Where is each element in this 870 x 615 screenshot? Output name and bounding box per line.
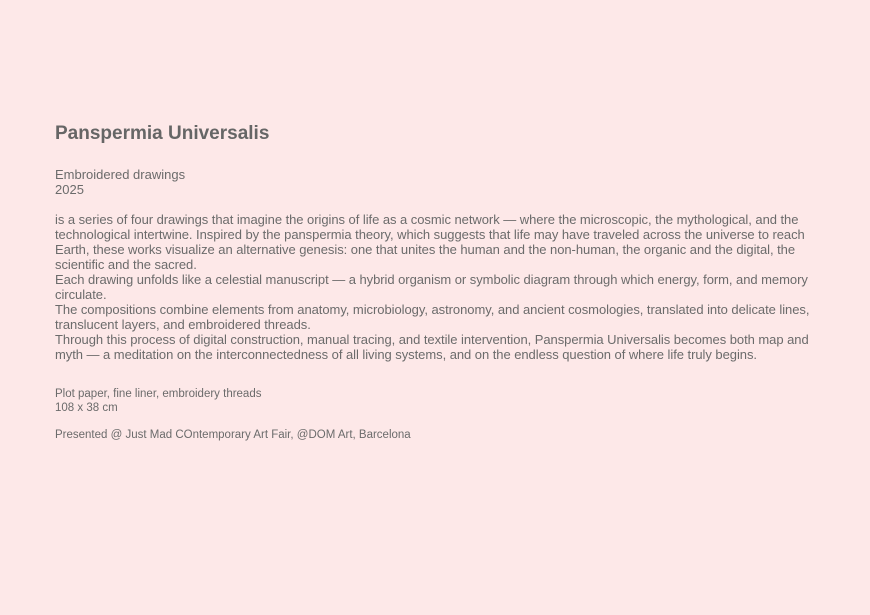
artwork-dimensions: 108 x 38 cm [55,402,118,414]
page-title: Panspermia Universalis [55,123,270,144]
artwork-description [55,212,825,362]
artwork-meta [55,167,825,197]
artwork-year: 2025 [55,182,84,197]
document-page [55,122,825,442]
artwork-materials: Plot paper, fine liner, embroidery threads [55,388,262,400]
description-paragraph: Each drawing unfolds like a celestial manuscript — a hybrid organism or symbolic diagram through which energy, form, and memory circulate. [55,272,808,302]
description-paragraph: The compositions combine elements from anatomy, microbiology, astronomy, and ancient cosmologies, translated into delicate lines, translucent layers, and embroidered threads. [55,302,810,332]
artwork-medium: Embroidered drawings [55,167,186,182]
description-paragraph: Through this process of digital construction, manual tracing, and textile intervention, Panspermia Universalis becomes both map and myth — a meditation on the interconnectedness of all living systems, and on the endless question of where life truly begins. [55,332,809,362]
exhibition-note: Presented @ Just Mad COntemporary Art Fair, @DOM Art, Barcelona [55,429,411,441]
artwork-specs [55,387,825,415]
description-paragraph: is a series of four drawings that imagine the origins of life as a cosmic network — where the microscopic, the mythological, and the technological intertwine. Inspired by the panspermia theory, which suggests that life may have traveled across the universe to reach Earth, these works visualize an alternative genesis: one that unites the human and the non-human, the organic and the digital, the scientific and the sacred. [55,212,805,272]
